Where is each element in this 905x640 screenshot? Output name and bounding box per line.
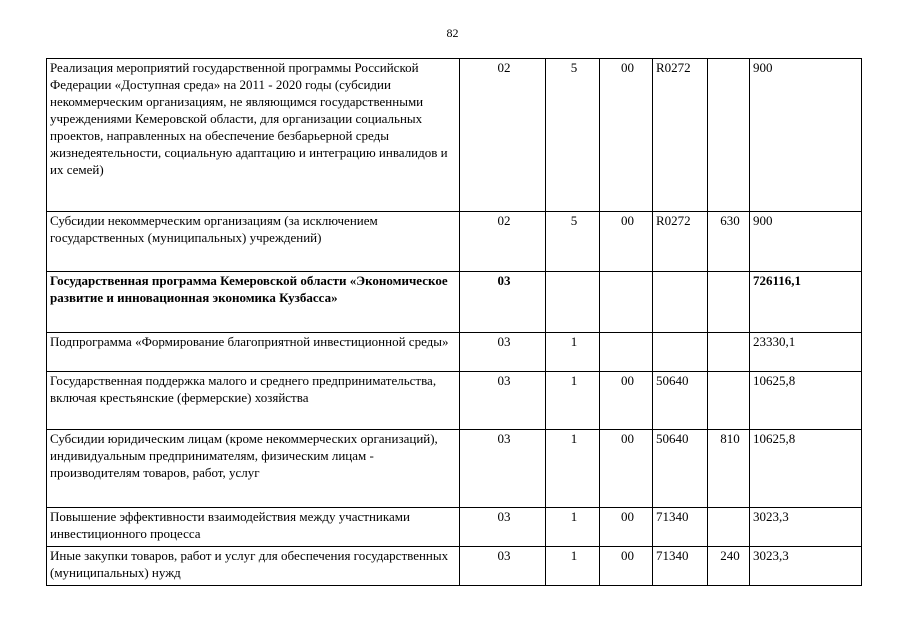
amount: 726116,1 xyxy=(750,272,862,333)
table-row xyxy=(47,59,862,212)
table-row xyxy=(47,430,862,508)
direction-code: 00 xyxy=(600,508,653,547)
direction-code: 00 xyxy=(600,212,653,272)
target-code: R0272 xyxy=(653,59,708,212)
row-name: Повышение эффективности взаимодействия между участниками инвестиционного процесса xyxy=(47,508,460,547)
page-number: 82 xyxy=(446,26,459,40)
table-row xyxy=(47,212,862,272)
direction-code: 00 xyxy=(600,430,653,508)
table-row xyxy=(47,547,862,586)
program-code: 02 xyxy=(460,59,546,212)
amount: 900 xyxy=(750,212,862,272)
direction-code: 00 xyxy=(600,59,653,212)
target-code: 50640 xyxy=(653,372,708,430)
amount: 23330,1 xyxy=(750,333,862,372)
row-name: Подпрограмма «Формирование благоприятной инвестиционной среды» xyxy=(47,333,460,372)
row-name: Субсидии юридическим лицам (кроме некоммерческих организаций), индивидуальным предпринимателям, физическим лицам - производителям товаров, работ, услуг xyxy=(47,430,460,508)
program-code: 03 xyxy=(460,430,546,508)
program-code: 03 xyxy=(460,372,546,430)
subprogram-code: 1 xyxy=(546,372,600,430)
expense-type-code xyxy=(708,272,750,333)
table-row xyxy=(47,333,862,372)
table-row xyxy=(47,372,862,430)
program-code: 03 xyxy=(460,333,546,372)
amount: 3023,3 xyxy=(750,508,862,547)
amount: 3023,3 xyxy=(750,547,862,586)
table-row xyxy=(47,508,862,547)
expense-type-code: 630 xyxy=(708,212,750,272)
subprogram-code: 5 xyxy=(546,59,600,212)
expense-type-code xyxy=(708,333,750,372)
target-code: 50640 xyxy=(653,430,708,508)
subprogram-code xyxy=(546,272,600,333)
row-name: Государственная программа Кемеровской области «Экономическое развитие и инновационная экономика Кузбасса» xyxy=(47,272,460,333)
target-code: R0272 xyxy=(653,212,708,272)
expense-type-code xyxy=(708,59,750,212)
amount: 10625,8 xyxy=(750,372,862,430)
direction-code: 00 xyxy=(600,547,653,586)
expense-type-code xyxy=(708,372,750,430)
target-code: 71340 xyxy=(653,547,708,586)
program-code: 03 xyxy=(460,272,546,333)
row-name: Государственная поддержка малого и среднего предпринимательства, включая крестьянские (фермерские) хозяйства xyxy=(47,372,460,430)
program-code: 03 xyxy=(460,508,546,547)
amount: 900 xyxy=(750,59,862,212)
subprogram-code: 1 xyxy=(546,547,600,586)
direction-code xyxy=(600,333,653,372)
target-code: 71340 xyxy=(653,508,708,547)
table-row xyxy=(47,272,862,333)
expense-type-code: 240 xyxy=(708,547,750,586)
target-code xyxy=(653,333,708,372)
direction-code: 00 xyxy=(600,372,653,430)
budget-table xyxy=(46,58,862,586)
row-name: Иные закупки товаров, работ и услуг для обеспечения государственных (муниципальных) нужд xyxy=(47,547,460,586)
amount: 10625,8 xyxy=(750,430,862,508)
subprogram-code: 5 xyxy=(546,212,600,272)
direction-code xyxy=(600,272,653,333)
subprogram-code: 1 xyxy=(546,508,600,547)
expense-type-code xyxy=(708,508,750,547)
target-code xyxy=(653,272,708,333)
program-code: 03 xyxy=(460,547,546,586)
expense-type-code: 810 xyxy=(708,430,750,508)
row-name: Субсидии некоммерческим организациям (за исключением государственных (муниципальных) учреждений) xyxy=(47,212,460,272)
program-code: 02 xyxy=(460,212,546,272)
subprogram-code: 1 xyxy=(546,430,600,508)
row-name: Реализация мероприятий государственной программы Российской Федерации «Доступная среда» на 2011 - 2020 годы (субсидии некоммерческим организациям, не являющимся государственными учреждениями Кемеровской области, для организации социальных проектов, направленных на обеспечение безбарьерной среды жизнедеятельности, социальную адаптацию и интеграцию инвалидов и их семей) xyxy=(47,59,460,212)
subprogram-code: 1 xyxy=(546,333,600,372)
